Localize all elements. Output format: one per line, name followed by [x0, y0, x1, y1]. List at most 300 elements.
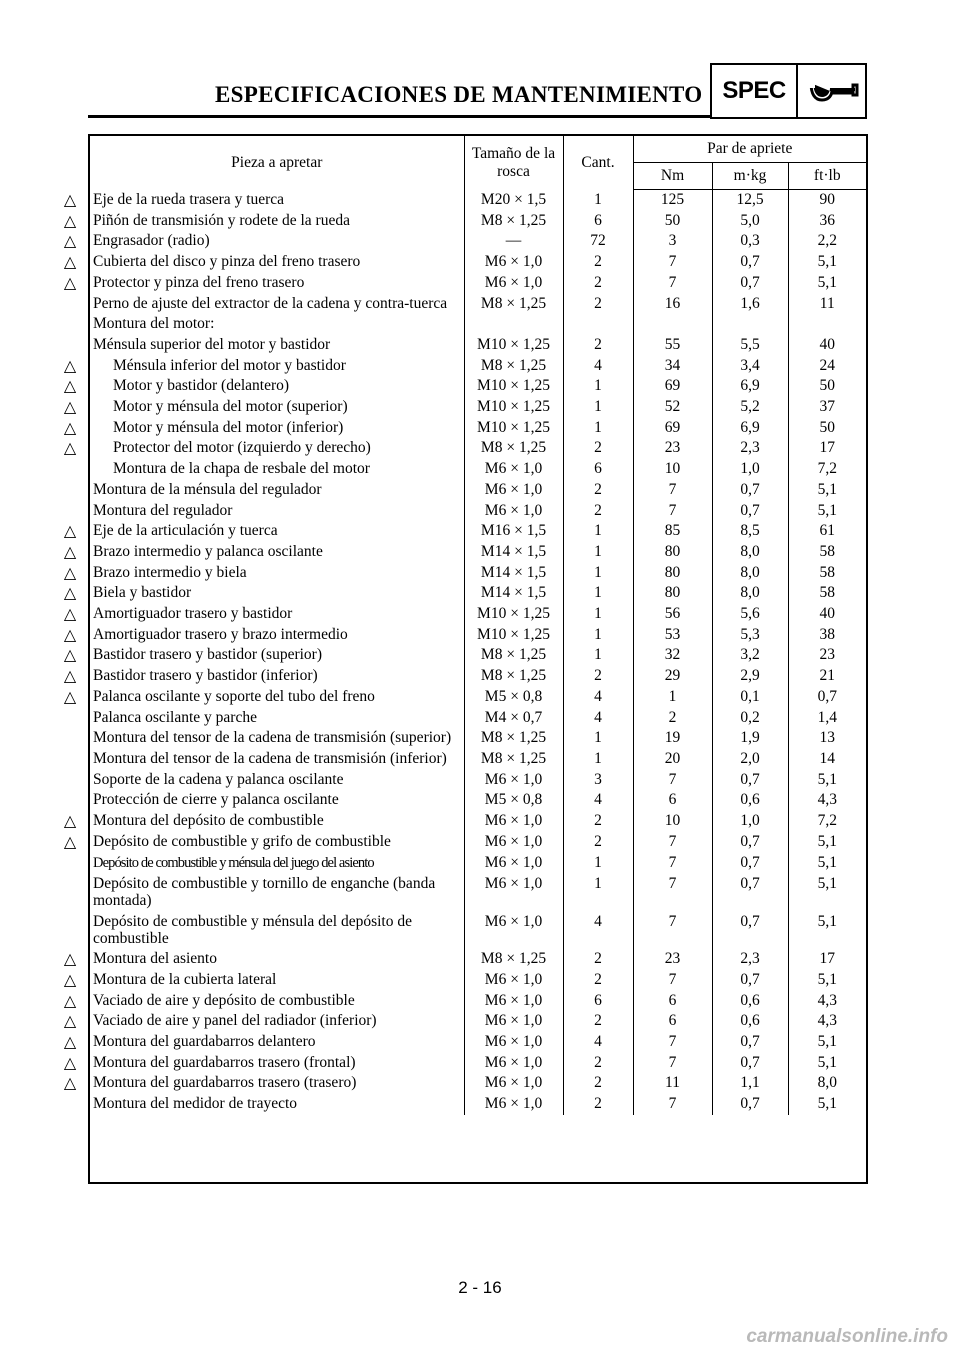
part-name-text: Vaciado de aire y depósito de combustible: [93, 991, 355, 1009]
part-name-text: Montura del depósito de combustible: [93, 812, 324, 830]
quantity: 2: [563, 294, 633, 315]
part-name-text: Montura del guardabarros trasero (trasero): [93, 1074, 357, 1092]
part-name: [90, 563, 464, 584]
torque-nm: 10: [633, 459, 712, 480]
triangle-mark-icon: △: [63, 252, 77, 272]
torque-mkg: 8,5: [712, 521, 788, 542]
thread-size: M14 × 1,5: [464, 542, 563, 563]
part-name: [90, 949, 464, 970]
quantity: 1: [563, 418, 633, 439]
part-name: [90, 397, 464, 418]
quantity: 2: [563, 480, 633, 501]
thread-size: M6 × 1,0: [464, 1073, 563, 1094]
torque-nm: 19: [633, 728, 712, 749]
spec-badge: [710, 63, 867, 119]
part-name: [90, 459, 464, 480]
header-rule: [88, 115, 710, 118]
header-qty: Cant.: [563, 136, 633, 190]
table-row: [90, 190, 866, 211]
part-name-text: Montura del medidor de trayecto: [93, 1095, 298, 1113]
torque-nm: 6: [633, 1011, 712, 1032]
part-name: [90, 811, 464, 832]
torque-mkg: 2,3: [712, 949, 788, 970]
torque-nm: 52: [633, 397, 712, 418]
torque-mkg: 5,3: [712, 625, 788, 646]
quantity: 1: [563, 563, 633, 584]
thread-size: —: [464, 231, 563, 252]
triangle-mark-icon: △: [63, 438, 77, 458]
torque-mkg: 0,7: [712, 273, 788, 294]
torque-ftlb: 5,1: [788, 1094, 866, 1115]
thread-size: M6 × 1,0: [464, 1011, 563, 1032]
part-name-text: Depósito de combustible y ménsula del depósito de combustible: [93, 913, 412, 948]
table-row: [90, 666, 866, 687]
table-row: [90, 604, 866, 625]
torque-nm: 6: [633, 790, 712, 811]
thread-size: M6 × 1,0: [464, 1094, 563, 1115]
torque-nm: 7: [633, 853, 712, 874]
part-name-text: Montura del tensor de la cadena de transmisión (inferior): [93, 749, 447, 767]
triangle-mark-icon: △: [63, 1073, 77, 1093]
thread-size: M6 × 1,0: [464, 252, 563, 273]
quantity: 1: [563, 645, 633, 666]
part-name: [90, 666, 464, 687]
table-row: [90, 501, 866, 522]
quantity: 6: [563, 991, 633, 1012]
quantity: 1: [563, 542, 633, 563]
triangle-mark-icon: △: [63, 686, 77, 706]
table-row: [90, 211, 866, 232]
thread-size: M6 × 1,0: [464, 1053, 563, 1074]
triangle-mark-icon: △: [63, 624, 77, 644]
torque-ftlb: 90: [788, 190, 866, 211]
part-name: [90, 542, 464, 563]
table-row: [90, 1053, 866, 1074]
torque-nm: 23: [633, 949, 712, 970]
table-row: [90, 397, 866, 418]
torque-mkg: 2,3: [712, 438, 788, 459]
part-name: [90, 708, 464, 729]
torque-table: [88, 134, 868, 1184]
part-name: [90, 356, 464, 377]
torque-nm: 7: [633, 273, 712, 294]
part-name: [90, 911, 464, 949]
table-row: [90, 563, 866, 584]
table-row: [90, 438, 866, 459]
torque-ftlb: 17: [788, 438, 866, 459]
torque-nm: 56: [633, 604, 712, 625]
triangle-mark-icon: △: [63, 355, 77, 375]
torque-mkg: 3,2: [712, 645, 788, 666]
part-name-text: Montura del guardabarros trasero (frontal): [93, 1053, 356, 1071]
torque-mkg: 1,1: [712, 1073, 788, 1094]
table-row: [90, 521, 866, 542]
triangle-mark-icon: △: [63, 376, 77, 396]
torque-ftlb: 5,1: [788, 273, 866, 294]
quantity: 2: [563, 832, 633, 853]
part-name-text: Motor y ménsula del motor (superior): [113, 398, 348, 416]
part-name: [90, 873, 464, 911]
quantity: 2: [563, 666, 633, 687]
torque-ftlb: 5,1: [788, 970, 866, 991]
torque-ftlb: 23: [788, 645, 866, 666]
torque-ftlb: 58: [788, 583, 866, 604]
triangle-mark-icon: △: [63, 189, 77, 209]
torque-ftlb: 38: [788, 625, 866, 646]
torque-mkg: 8,0: [712, 563, 788, 584]
torque-mkg: 2,0: [712, 749, 788, 770]
table-row: [90, 583, 866, 604]
part-name-text: Protección de cierre y palanca oscilante: [93, 791, 339, 809]
table-row: [90, 1011, 866, 1032]
torque-nm: 11: [633, 1073, 712, 1094]
header-thread: [464, 136, 563, 190]
part-name: [90, 521, 464, 542]
quantity: 1: [563, 604, 633, 625]
torque-mkg: 12,5: [712, 190, 788, 211]
part-name: [90, 418, 464, 439]
torque-nm: 53: [633, 625, 712, 646]
torque-mkg: 6,9: [712, 418, 788, 439]
torque-nm: 7: [633, 1053, 712, 1074]
torque-ftlb: 5,1: [788, 853, 866, 874]
torque-mkg: 0,6: [712, 991, 788, 1012]
part-name: [90, 1011, 464, 1032]
table-row: [90, 911, 866, 949]
torque-ftlb: 5,1: [788, 252, 866, 273]
thread-size: M20 × 1,5: [464, 190, 563, 211]
quantity: 1: [563, 190, 633, 211]
quantity: 1: [563, 873, 633, 911]
table-row: [90, 314, 866, 335]
thread-size: M8 × 1,25: [464, 438, 563, 459]
part-name-text: Depósito de combustible y grifo de combustible: [93, 832, 391, 850]
quantity: 2: [563, 438, 633, 459]
part-name: [90, 211, 464, 232]
part-name-text: Amortiguador trasero y bastidor: [93, 605, 293, 623]
table-row: [90, 970, 866, 991]
thread-size: M6 × 1,0: [464, 770, 563, 791]
thread-size: M6 × 1,0: [464, 991, 563, 1012]
table-row: [90, 335, 866, 356]
table-row: [90, 625, 866, 646]
torque-mkg: 0,7: [712, 770, 788, 791]
part-name-text: Vaciado de aire y panel del radiador (inferior): [93, 1012, 377, 1030]
torque-nm: 7: [633, 832, 712, 853]
table-row: [90, 949, 866, 970]
torque-nm: 55: [633, 335, 712, 356]
part-name-text: Depósito de combustible y tornillo de enganche (banda montada): [93, 875, 436, 910]
table-row: [90, 708, 866, 729]
torque-mkg: 0,7: [712, 1053, 788, 1074]
thread-size: M6 × 1,0: [464, 459, 563, 480]
quantity: 2: [563, 1094, 633, 1115]
part-name: [90, 790, 464, 811]
torque-mkg: 8,0: [712, 542, 788, 563]
torque-nm: 80: [633, 542, 712, 563]
torque-nm: 20: [633, 749, 712, 770]
thread-size: M10 × 1,25: [464, 625, 563, 646]
part-name-text: Bastidor trasero y bastidor (superior): [93, 646, 322, 664]
quantity: 1: [563, 376, 633, 397]
torque-ftlb: 5,1: [788, 873, 866, 911]
torque-mkg: 0,6: [712, 790, 788, 811]
part-name-text: Palanca oscilante y soporte del tubo del freno: [93, 687, 375, 705]
quantity: 1: [563, 728, 633, 749]
triangle-mark-icon: △: [63, 417, 77, 437]
quantity: [563, 314, 633, 335]
torque-mkg: 1,6: [712, 294, 788, 315]
torque-ftlb: 4,3: [788, 991, 866, 1012]
torque-ftlb: 8,0: [788, 1073, 866, 1094]
torque-ftlb: 2,2: [788, 231, 866, 252]
page-title: ESPECIFICACIONES DE MANTENIMIENTO: [215, 82, 703, 107]
quantity: 2: [563, 970, 633, 991]
part-name: [90, 749, 464, 770]
part-name-text: Ménsula inferior del motor y bastidor: [113, 356, 346, 374]
part-name: [90, 1053, 464, 1074]
torque-nm: 7: [633, 1032, 712, 1053]
quantity: 2: [563, 501, 633, 522]
part-name-text: Engrasador (radio): [93, 232, 210, 250]
table-row: [90, 1094, 866, 1115]
torque-ftlb: 5,1: [788, 1032, 866, 1053]
torque-nm: 69: [633, 376, 712, 397]
torque-ftlb: [788, 314, 866, 335]
thread-size: M10 × 1,25: [464, 376, 563, 397]
torque-nm: 69: [633, 418, 712, 439]
header-ftlb: ft·lb: [788, 163, 866, 190]
part-name-text: Cubierta del disco y pinza del freno trasero: [93, 253, 361, 271]
thread-size: M6 × 1,0: [464, 811, 563, 832]
torque-mkg: 0,7: [712, 1094, 788, 1115]
thread-size: M6 × 1,0: [464, 873, 563, 911]
triangle-mark-icon: △: [63, 990, 77, 1010]
torque-nm: 32: [633, 645, 712, 666]
triangle-mark-icon: △: [63, 583, 77, 603]
torque-mkg: 5,6: [712, 604, 788, 625]
table-row: [90, 749, 866, 770]
part-name: [90, 583, 464, 604]
torque-ftlb: 0,7: [788, 687, 866, 708]
triangle-mark-icon: △: [63, 969, 77, 989]
part-name: [90, 438, 464, 459]
torque-ftlb: 58: [788, 563, 866, 584]
header-torque: Par de apriete: [633, 136, 866, 163]
torque-ftlb: 37: [788, 397, 866, 418]
torque-mkg: 0,7: [712, 480, 788, 501]
torque-mkg: 0,7: [712, 501, 788, 522]
torque-ftlb: 13: [788, 728, 866, 749]
torque-nm: [633, 314, 712, 335]
triangle-mark-icon: △: [63, 949, 77, 969]
part-name-text: Piñón de transmisión y rodete de la rueda: [93, 211, 350, 229]
torque-ftlb: 14: [788, 749, 866, 770]
torque-nm: 50: [633, 211, 712, 232]
torque-mkg: 0,7: [712, 832, 788, 853]
part-name: [90, 991, 464, 1012]
torque-nm: 7: [633, 873, 712, 911]
torque-mkg: 0,7: [712, 911, 788, 949]
torque-ftlb: 50: [788, 418, 866, 439]
table-row: [90, 376, 866, 397]
torque-nm: 80: [633, 563, 712, 584]
triangle-mark-icon: △: [63, 645, 77, 665]
triangle-mark-icon: △: [63, 210, 77, 230]
torque-nm: 80: [633, 583, 712, 604]
table-row: [90, 356, 866, 377]
torque-ftlb: 11: [788, 294, 866, 315]
quantity: 1: [563, 521, 633, 542]
part-name-text: Ménsula superior del motor y bastidor: [93, 335, 331, 353]
thread-size: M5 × 0,8: [464, 687, 563, 708]
table-row: [90, 687, 866, 708]
quantity: 72: [563, 231, 633, 252]
quantity: 2: [563, 252, 633, 273]
part-name-text: Bastidor trasero y bastidor (inferior): [93, 667, 318, 685]
table-row: [90, 459, 866, 480]
part-name: [90, 625, 464, 646]
torque-ftlb: 4,3: [788, 1011, 866, 1032]
part-name-text: Protector y pinza del freno trasero: [93, 273, 305, 291]
triangle-mark-icon: △: [63, 1052, 77, 1072]
thread-size: M6 × 1,0: [464, 970, 563, 991]
part-name-text: Palanca oscilante y parche: [93, 708, 257, 726]
torque-ftlb: 58: [788, 542, 866, 563]
torque-mkg: [712, 314, 788, 335]
thread-size: M14 × 1,5: [464, 583, 563, 604]
thread-size: M6 × 1,0: [464, 273, 563, 294]
part-name: [90, 1094, 464, 1115]
quantity: 1: [563, 749, 633, 770]
torque-ftlb: 7,2: [788, 811, 866, 832]
table-body: [90, 190, 866, 1115]
watermark: carmanualsonline.info: [746, 1326, 948, 1347]
triangle-mark-icon: △: [63, 831, 77, 851]
torque-mkg: 1,0: [712, 459, 788, 480]
torque-mkg: 1,9: [712, 728, 788, 749]
part-name: [90, 252, 464, 273]
part-name-text: Montura de la ménsula del regulador: [93, 480, 322, 498]
torque-ftlb: 5,1: [788, 501, 866, 522]
quantity: 1: [563, 397, 633, 418]
part-name: [90, 970, 464, 991]
triangle-mark-icon: △: [63, 811, 77, 831]
torque-mkg: 5,5: [712, 335, 788, 356]
quantity: 3: [563, 770, 633, 791]
torque-mkg: 0,2: [712, 708, 788, 729]
part-name-text: Protector del motor (izquierdo y derecho): [113, 439, 371, 457]
thread-size: M6 × 1,0: [464, 911, 563, 949]
thread-size: M10 × 1,25: [464, 397, 563, 418]
torque-mkg: 8,0: [712, 583, 788, 604]
part-name: [90, 335, 464, 356]
part-name-text: Biela y bastidor: [93, 584, 192, 602]
part-name-text: Motor y bastidor (delantero): [113, 377, 290, 395]
torque-ftlb: 5,1: [788, 911, 866, 949]
table-row: [90, 542, 866, 563]
triangle-mark-icon: △: [63, 272, 77, 292]
triangle-mark-icon: △: [63, 1011, 77, 1031]
part-name: [90, 832, 464, 853]
torque-mkg: 5,0: [712, 211, 788, 232]
quantity: 2: [563, 335, 633, 356]
torque-ftlb: 5,1: [788, 832, 866, 853]
torque-ftlb: 24: [788, 356, 866, 377]
torque-mkg: 0,1: [712, 687, 788, 708]
thread-size: M8 × 1,25: [464, 294, 563, 315]
part-name: [90, 501, 464, 522]
part-name-text: Montura del asiento: [93, 950, 217, 968]
thread-size: M6 × 1,0: [464, 853, 563, 874]
table-row: [90, 294, 866, 315]
torque-mkg: 0,7: [712, 970, 788, 991]
torque-mkg: 0,7: [712, 873, 788, 911]
triangle-mark-icon: △: [63, 666, 77, 686]
torque-ftlb: 7,2: [788, 459, 866, 480]
table-row: [90, 252, 866, 273]
torque-ftlb: 50: [788, 376, 866, 397]
quantity: 2: [563, 1053, 633, 1074]
torque-nm: 1: [633, 687, 712, 708]
torque-nm: 7: [633, 252, 712, 273]
thread-size: M6 × 1,0: [464, 1032, 563, 1053]
quantity: 6: [563, 211, 633, 232]
torque-ftlb: 17: [788, 949, 866, 970]
part-name-text: Montura del regulador: [93, 501, 233, 519]
thread-size: M10 × 1,25: [464, 604, 563, 625]
thread-size: M10 × 1,25: [464, 418, 563, 439]
quantity: 4: [563, 1032, 633, 1053]
thread-size: M6 × 1,0: [464, 501, 563, 522]
triangle-mark-icon: △: [63, 1032, 77, 1052]
triangle-mark-icon: △: [63, 541, 77, 561]
quantity: 2: [563, 1011, 633, 1032]
part-name-text: Depósito de combustible y ménsula del juego del asiento: [93, 854, 374, 871]
torque-nm: 7: [633, 911, 712, 949]
quantity: 1: [563, 583, 633, 604]
quantity: 6: [563, 459, 633, 480]
torque-mkg: 0,7: [712, 252, 788, 273]
thread-size: M5 × 0,8: [464, 790, 563, 811]
part-name-text: Montura de la cubierta lateral: [93, 970, 277, 988]
header-mkg: m·kg: [712, 163, 788, 190]
quantity: 4: [563, 708, 633, 729]
table-row: [90, 832, 866, 853]
torque-mkg: 0,6: [712, 1011, 788, 1032]
quantity: 4: [563, 687, 633, 708]
part-name-text: Montura del tensor de la cadena de transmisión (superior): [93, 729, 452, 747]
torque-mkg: 1,0: [712, 811, 788, 832]
torque-mkg: 0,7: [712, 1032, 788, 1053]
thread-size: M8 × 1,25: [464, 645, 563, 666]
torque-ftlb: 5,1: [788, 1053, 866, 1074]
thread-size: M8 × 1,25: [464, 211, 563, 232]
part-name-text: Brazo intermedio y biela: [93, 563, 247, 581]
torque-nm: 16: [633, 294, 712, 315]
header-nm: Nm: [633, 163, 712, 190]
torque-ftlb: 40: [788, 335, 866, 356]
table-row: [90, 1032, 866, 1053]
triangle-mark-icon: △: [63, 521, 77, 541]
table-row: [90, 991, 866, 1012]
quantity: 2: [563, 273, 633, 294]
triangle-mark-icon: △: [63, 604, 77, 624]
torque-nm: 125: [633, 190, 712, 211]
part-name-text: Motor y ménsula del motor (inferior): [113, 418, 344, 436]
quantity: 2: [563, 949, 633, 970]
torque-ftlb: 40: [788, 604, 866, 625]
